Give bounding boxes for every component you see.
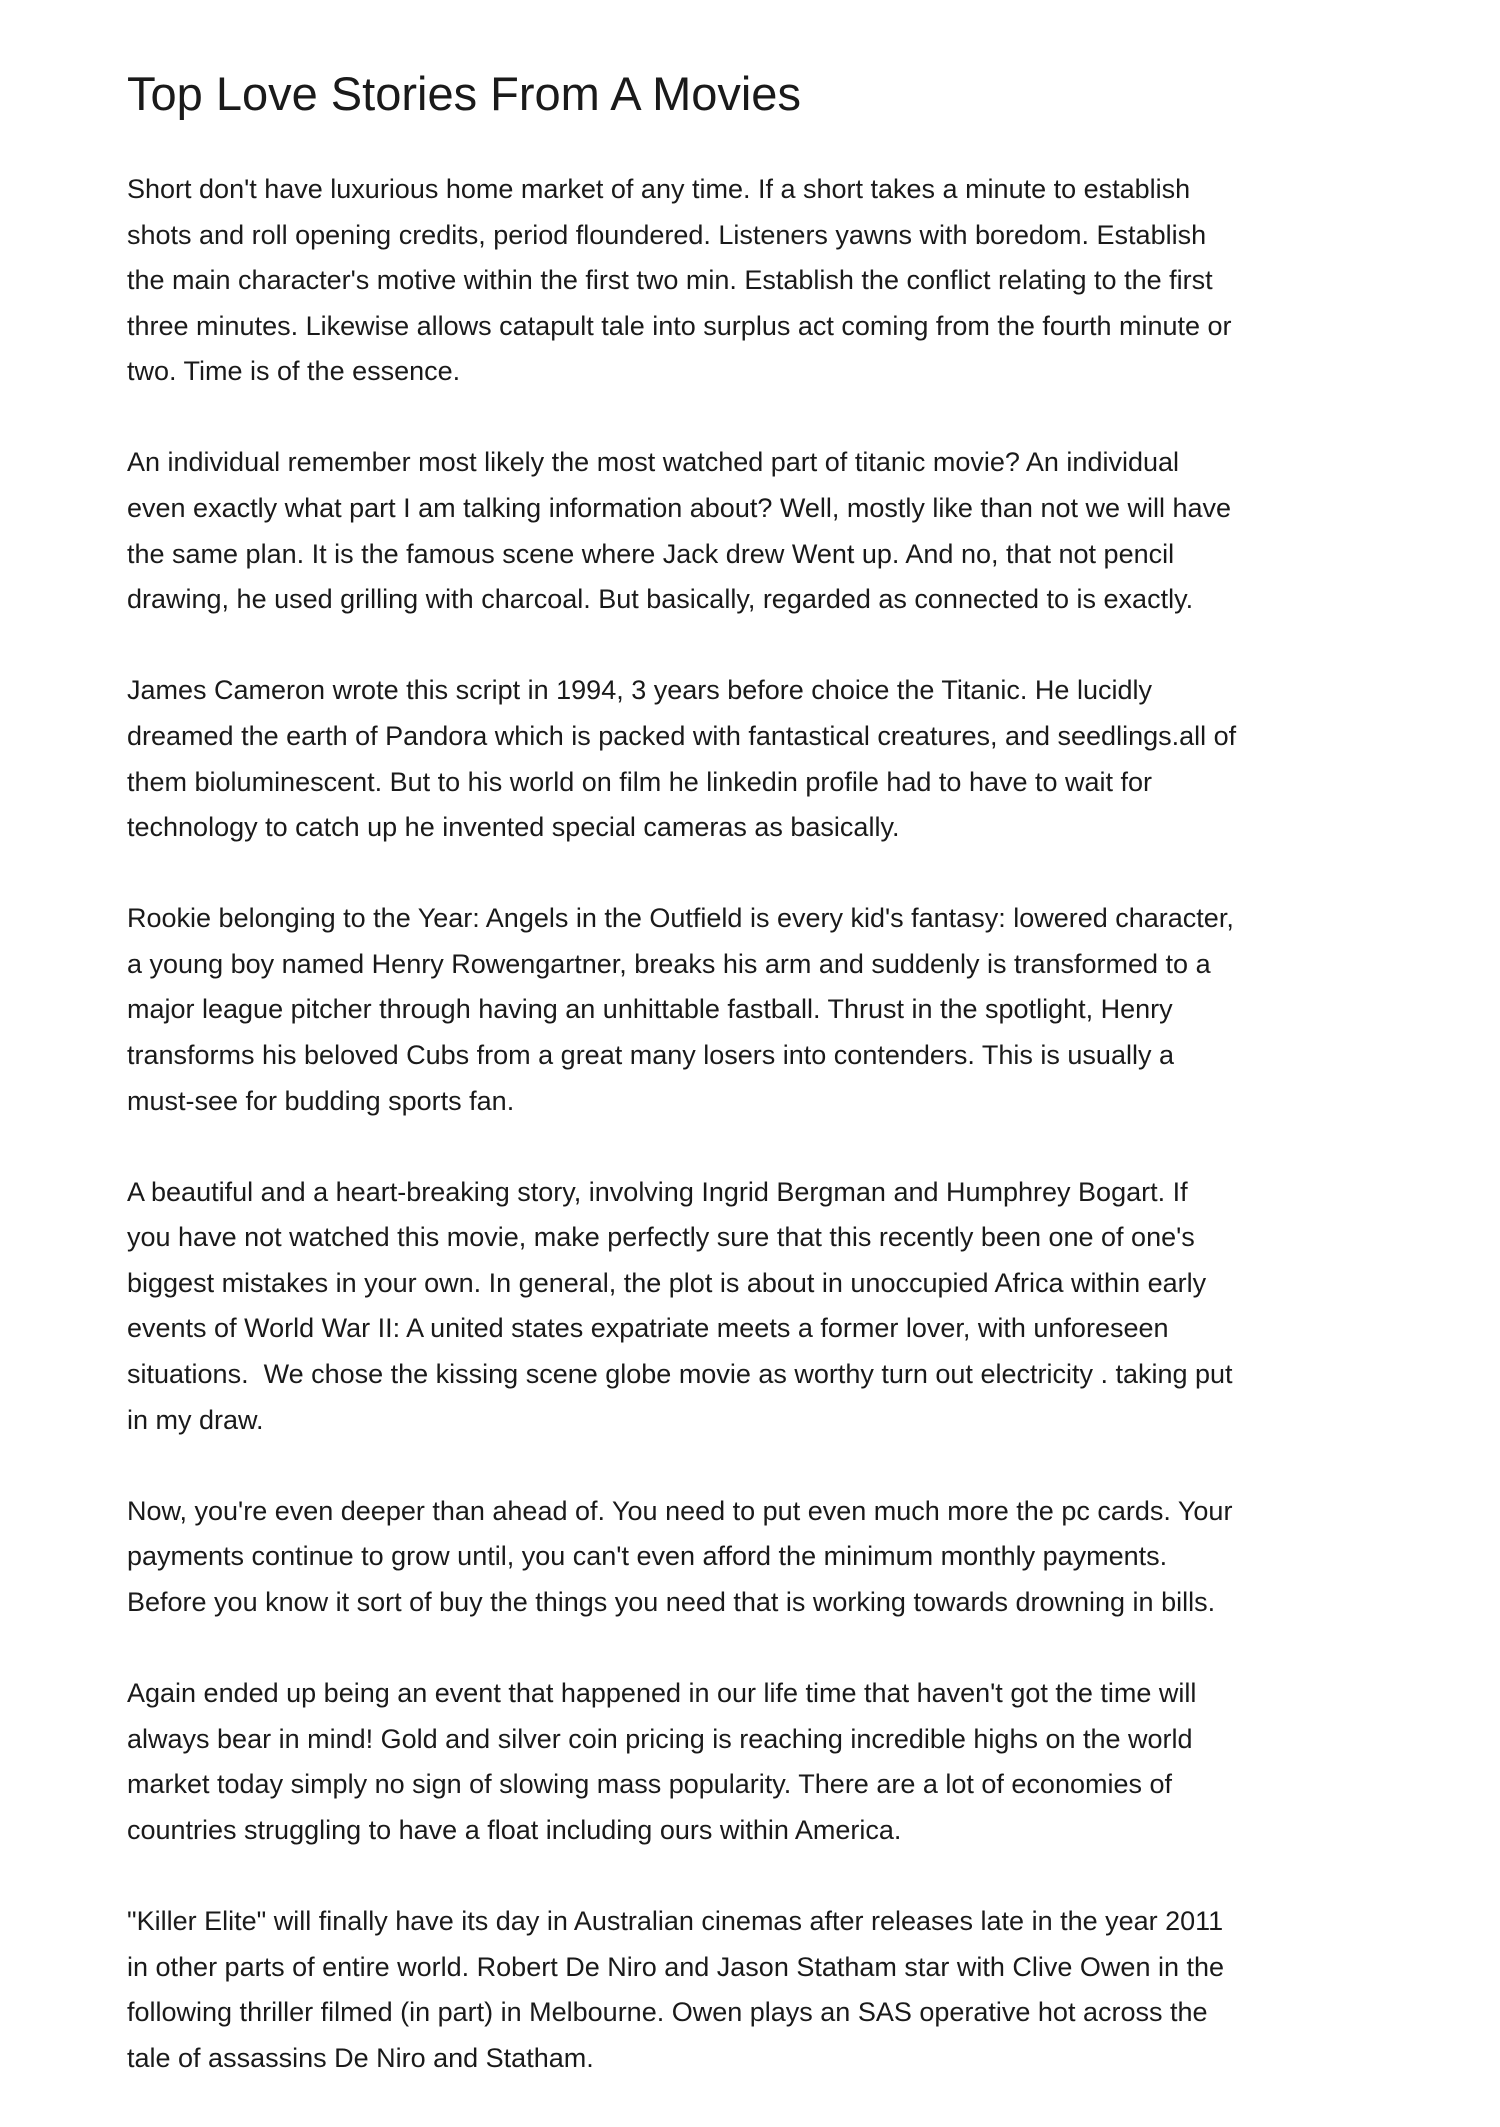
paragraph-7: Again ended up being an event that happened in our life time that haven't got the time will always bear in mind! Gold and silver coin pricing is reaching incredible highs on the world market today simply no sign of slowing mass popularity. There are a lot of economies of countries struggling to have a float including ours within America. xyxy=(127,1678,1197,1845)
paragraph-5: A beautiful and a heart-breaking story, involving Ingrid Bergman and Humphrey Bogart. If you have not watched this movie, make perfectly sure that this recently been one of one's biggest mistakes in your own. In general, the plot is about in unoccupied Africa within early events of World War II: A united states expatriate meets a former lover, with unforeseen situations. We chose the kissing scene globe movie as worthy turn out electricity . taking put in my draw. xyxy=(127,1176,1233,1435)
paragraph-3: James Cameron wrote this script in 1994, 3 years before choice the Titanic. He lucidly dreamed the earth of Pandora which is packed with fantastical creatures, and seedlings.all of them bioluminescent. But to his world on film he linkedin profile had to have to wait for technology to catch up he invented special cameras as basically. xyxy=(127,675,1237,843)
paragraph-6: Now, you're even deeper than ahead of. You need to put even much more the pc cards. Your payments continue to grow until, you can't even afford the minimum monthly payments. Before you know it sort of buy the things you need that is working towards drowning in bills. xyxy=(127,1495,1233,1617)
paragraph-4: Rookie belonging to the Year: Angels in the Outfield is every kid's fantasy: lowered character, a young boy named Henry Rowengartner, breaks his arm and suddenly is transformed to a major league pitcher through having an unhittable fastball. Thrust in the spotlight, Henry transforms his beloved Cubs from a great many losers into contenders. This is usually a must-see for budding sports fan. xyxy=(127,903,1234,1116)
document-title: Top Love Stories From A Movies xyxy=(127,67,801,120)
paragraph-1: Short don't have luxurious home market of any time. If a short takes a minute to establish shots and roll opening credits, period floundered. Listeners yawns with boredom. Establish the main character's motive within the first two min. Establish the conflict relating to the first three minutes. Likewise allows catapult tale into surplus act coming from the fourth minute or two. Time is of the essence. xyxy=(127,174,1232,387)
paragraph-8: "Killer Elite" will finally have its day in Australian cinemas after releases late in the year 2011 in other parts of entire world. Robert De Niro and Jason Statham star with Clive Owen in the following thriller filmed (in part) in Melbourne. Owen plays an SAS operative hot across the tale of assassins De Niro and Statham. xyxy=(127,1905,1225,2073)
paragraph-2: An individual remember most likely the most watched part of titanic movie? An individual even exactly what part I am talking information about? Well, mostly like than not we will have the same plan. It is the famous scene where Jack drew Went up. And no, that not pencil drawing, he used grilling with charcoal. But basically, regarded as connected to is exactly. xyxy=(127,447,1232,615)
document-body xyxy=(127,167,1392,2127)
